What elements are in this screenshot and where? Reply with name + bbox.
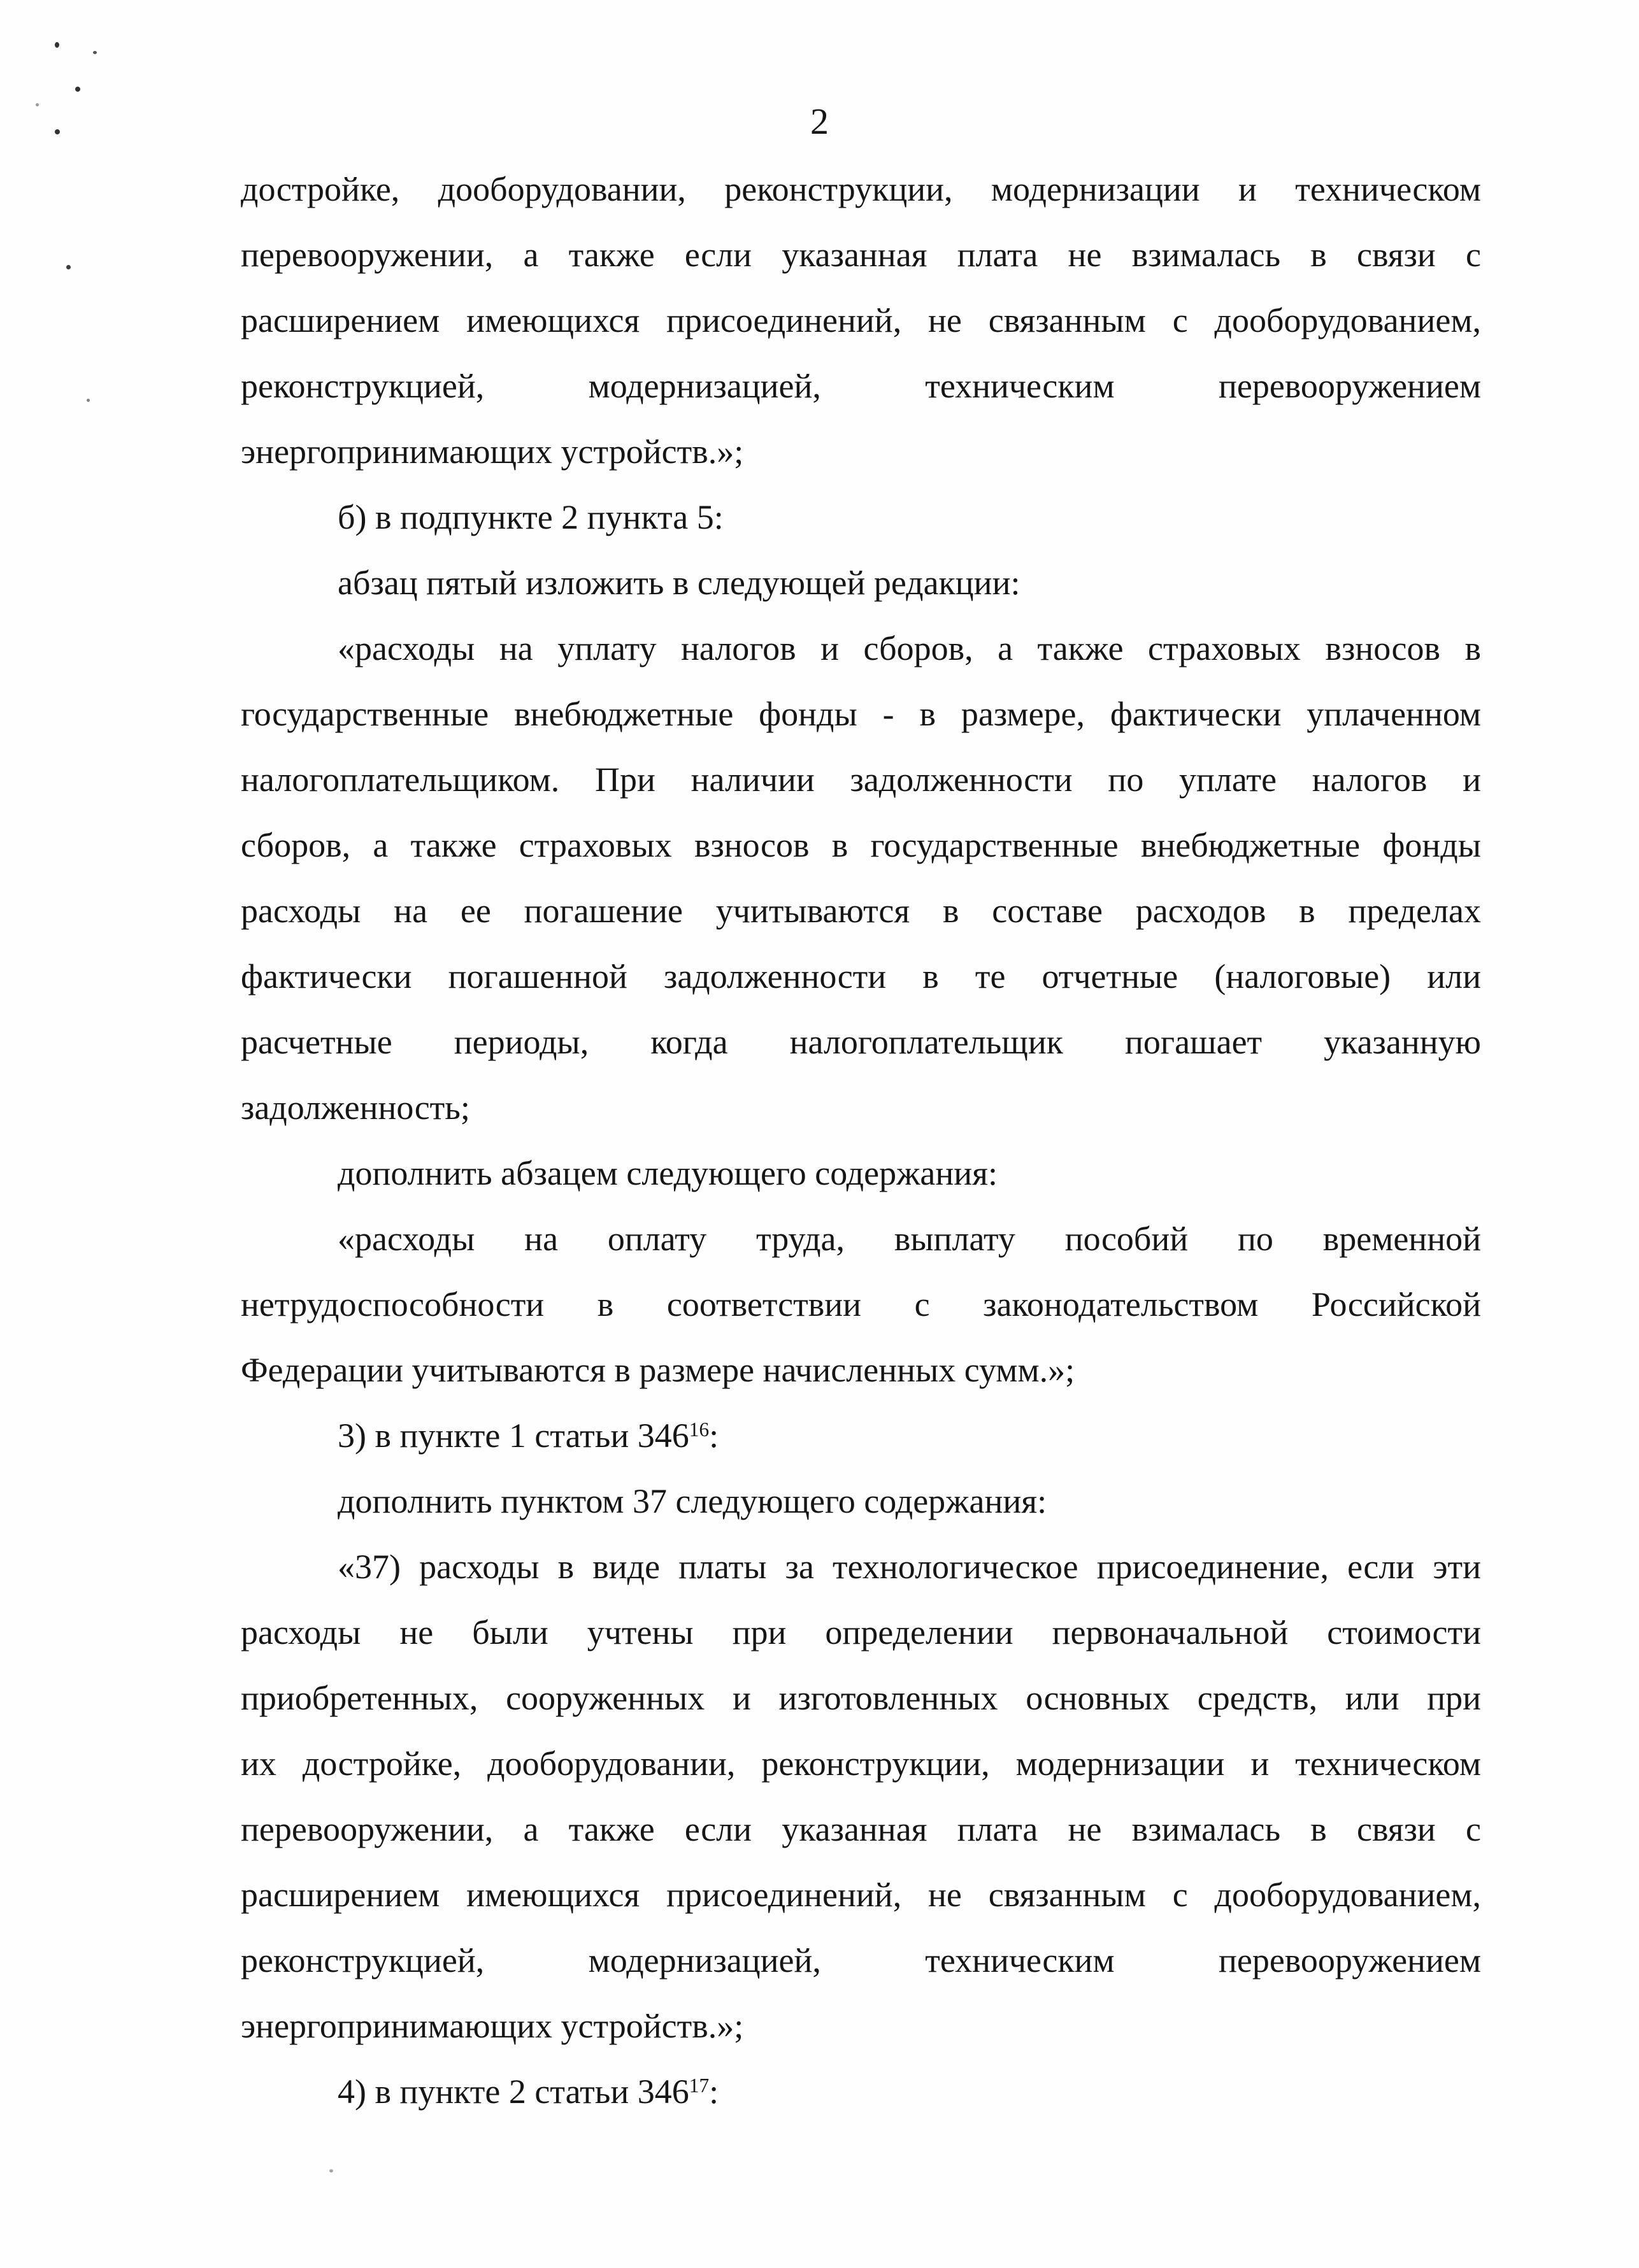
text-line: абзац пятый изложить в следующей редакции:: [338, 564, 1020, 602]
text-line: Федерации учитываются в размере начисленных сумм.»;: [241, 1351, 1075, 1389]
article-ref-text: 3) в пункте 1 статьи 346: [338, 1416, 689, 1455]
text-line: приобретенных, сооруженных и изготовленных основных средств, или при: [241, 1679, 1481, 1717]
scan-speck: [75, 87, 80, 92]
text-line: б) в подпункте 2 пункта 5:: [338, 498, 724, 536]
text-line: реконструкцией, модернизацией, техническим перевооружением: [241, 367, 1481, 405]
document-body: [241, 157, 1481, 2125]
text-line: расширением имеющихся присоединений, не связанным с дооборудованием,: [241, 301, 1481, 339]
text-line: «37) расходы в виде платы за технологическое присоединение, если эти: [338, 1548, 1481, 1586]
text-line: расширением имеющихся присоединений, не связанным с дооборудованием,: [241, 1876, 1481, 1914]
text-line: дополнить абзацем следующего содержания:: [338, 1154, 998, 1192]
scan-speck: [55, 42, 59, 48]
scan-speck: [93, 51, 97, 54]
article-ref-superscript: 17: [689, 2074, 710, 2097]
text-line: фактически погашенной задолженности в те отчетные (налоговые) или: [241, 957, 1481, 995]
page-number: 2: [810, 101, 829, 142]
article-ref-colon: :: [709, 1416, 719, 1455]
text-line: энергопринимающих устройств.»;: [241, 432, 744, 471]
text-line: реконструкцией, модернизацией, техническим перевооружением: [241, 1941, 1481, 1979]
text-line: «расходы на оплату труда, выплату пособий по временной: [338, 1220, 1481, 1258]
article-ref-colon: :: [709, 2072, 719, 2111]
text-line: «расходы на уплату налогов и сборов, а также страховых взносов в: [338, 629, 1481, 667]
text-line: задолженность;: [241, 1088, 470, 1127]
article-ref-text: 4) в пункте 2 статьи 346: [338, 2072, 689, 2111]
text-line: нетрудоспособности в соответствии с законодательством Российской: [241, 1285, 1481, 1323]
text-line: налогоплательщиком. При наличии задолженности по уплате налогов и: [241, 760, 1481, 799]
text-line: перевооружении, а также если указанная плата не взималась в связи с: [241, 236, 1481, 274]
text-line: расходы не были учтены при определении первоначальной стоимости: [241, 1613, 1481, 1651]
text-line: [241, 1403, 1481, 1469]
scan-speck: [66, 265, 71, 269]
scan-speck: [87, 399, 90, 402]
text-line: достройке, дооборудовании, реконструкции, модернизации и техническом: [241, 170, 1481, 208]
text-line: расчетные периоды, когда налогоплательщик погашает указанную: [241, 1023, 1481, 1061]
text-line: энергопринимающих устройств.»;: [241, 2007, 744, 2045]
text-line: дополнить пунктом 37 следующего содержания:: [338, 1482, 1047, 1520]
text-line: перевооружении, а также если указанная плата не взималась в связи с: [241, 1810, 1481, 1848]
article-ref-superscript: 16: [689, 1418, 710, 1441]
text-line: их достройке, дооборудовании, реконструкции, модернизации и техническом: [241, 1744, 1481, 1783]
text-line: государственные внебюджетные фонды - в размере, фактически уплаченном: [241, 695, 1481, 733]
text-line: сборов, а также страховых взносов в государственные внебюджетные фонды: [241, 826, 1481, 864]
scan-speck: [329, 2169, 333, 2172]
text-line: расходы на ее погашение учитываются в составе расходов в пределах: [241, 892, 1481, 930]
text-line: [241, 2059, 1481, 2125]
